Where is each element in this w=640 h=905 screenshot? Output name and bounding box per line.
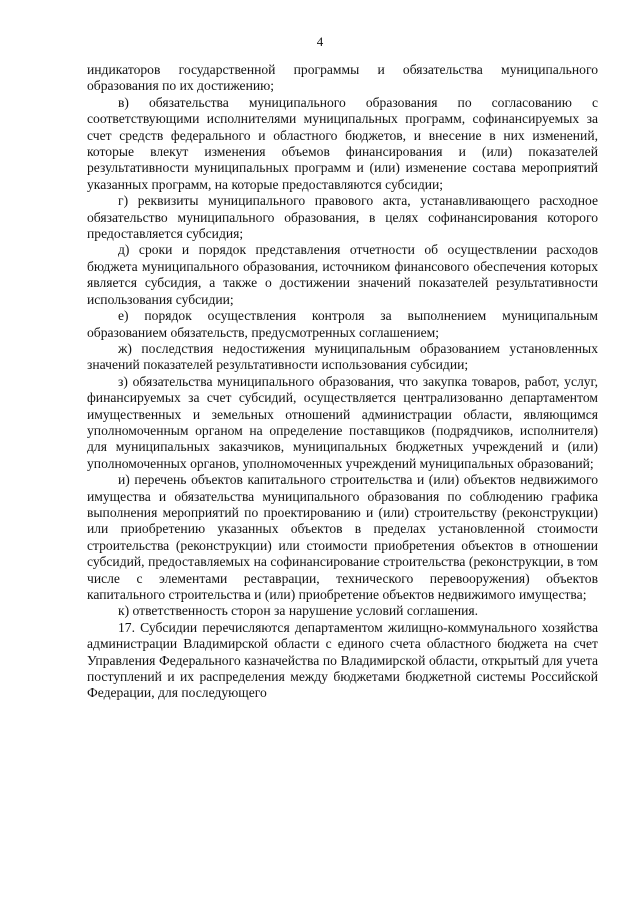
paragraph-item-e: е) порядок осуществления контроля за выполнением муниципальным образованием обязательств, предусмотренных соглашением; <box>87 308 598 340</box>
paragraph-item-z: з) обязательства муниципального образования, что закупка товаров, работ, услуг, финансируемых за счет субсидий, осуществляется централизованно департаментом имущественных и земельных отношений администрации области, являющимся уполномоченным органом на определение поставщиков (подрядчиков, исполнителя) для муниципальных заказчиков, муниципальных бюджетных учреждений и (или) уполномоченных органов, уполномоченных учреждений муниципальных образований; <box>87 373 598 471</box>
paragraph-item-i: и) перечень объектов капитального строительства и (или) объектов недвижимого имущества и обязательства муниципального образования по соблюдению графика выполнения мероприятий по проектированию и (или) строительству (реконструкции) или приобретению указанных объектов в пределах установленной стоимости строительства (реконструкции) или стоимости приобретения объектов в отношении субсидий, предоставляемых на софинансирование строительства (реконструкции, в том числе с элементами реставрации, технического перевооружения) объектов капитального строительства и (или) приобретение объектов недвижимого имущества; <box>87 472 598 602</box>
paragraph-item-k: к) ответственность сторон за нарушение условий соглашения. <box>118 603 479 619</box>
paragraph-item-g: г) реквизиты муниципального правового акта, устанавливающего расходное обязательство муниципального образования, в целях софинансирования которого предоставляется субсидия; <box>87 193 598 242</box>
paragraph-item-d: д) сроки и порядок представления отчетности об осуществлении расходов бюджета муниципального образования, источником финансового обеспечения которых является субсидия, а также о достижении значений показателей результативности использования субсидии; <box>87 242 598 307</box>
paragraph-item-zh: ж) последствия недостижения муниципальным образованием установленных значений показателей результативности использования субсидии; <box>87 340 598 373</box>
page-number: 4 <box>316 34 324 49</box>
paragraph-item-v: в) обязательства муниципального образования по согласованию с соответствующими исполнителями муниципальных программ, софинансируемых за счет средств федерального и областного бюджетов, и внесение в них изменений, которые влекут изменения объемов финансирования и (или) показателей результативности муниципальных программ и (или) изменение состава мероприятий указанных программ, на которые предоставляются субсидии; <box>87 94 598 192</box>
paragraph-section-17: 17. Субсидии перечисляются департаментом жилищно-коммунального хозяйства администрации Владимирской области с единого счета областного бюджета на счет Управления Федерального казначейства по Владимирской области, открытый для учета поступлений и их распределения между бюджетами бюджетной системы Российской Федерации, для последующего <box>87 619 598 701</box>
paragraph-continuation: индикаторов государственной программы и обязательства муниципального образования по их достижению; <box>87 62 598 94</box>
document-body <box>87 62 598 702</box>
